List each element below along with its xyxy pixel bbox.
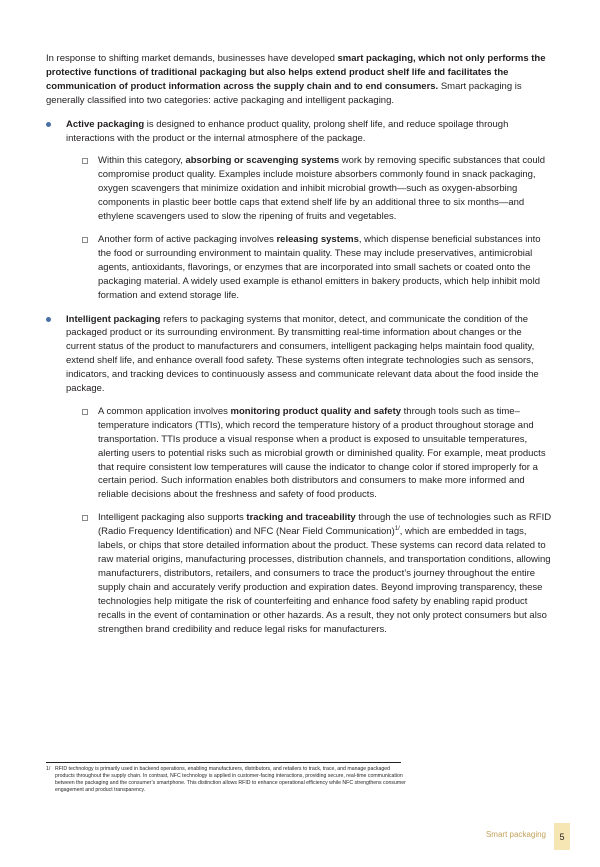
intelligent-packaging-term: Intelligent packaging (66, 313, 161, 325)
square-bullet-icon (82, 409, 88, 415)
sub-text: Within this category, (98, 155, 186, 167)
square-bullet-icon (82, 237, 88, 243)
intro-text-1: In response to shifting market demands, businesses have developed (46, 53, 338, 64)
sub-text: through the use of technologies such as RFID (Radio Frequency Identification) and NFC (Near Field Communication) (98, 512, 552, 538)
tracking-text (98, 511, 553, 636)
sub-bold: absorbing or scavenging systems (185, 155, 340, 167)
monitoring-text (98, 405, 553, 502)
absorbing-systems-item (82, 154, 553, 224)
active-packaging-desc: is designed to enhance product quality, prolong shelf life, and reduce spoilage through interactions with the product or the internal atmosphere of the package. (66, 118, 509, 144)
footnote-divider (46, 762, 401, 763)
square-bullet-icon (82, 158, 88, 164)
intro-bold: smart packaging, which not only performs the protective functions of traditional packaging but also helps extend product shelf life and facilitates the communication of product information across the supply chain and to end consumers. (46, 53, 546, 92)
active-packaging-text (66, 118, 553, 146)
bullet-dot-icon (46, 122, 51, 127)
sub-text: Another form of active packaging involves (98, 233, 277, 245)
bullet-dot-icon (46, 317, 51, 322)
releasing-systems-item (82, 233, 553, 303)
intelligent-packaging-desc: refers to packaging systems that monitor, detect, and communicate the condition of the packaged product or its surrounding environment. By transmitting real-time information about changes or the current status of the product to manufacturers and consumers, intelligent packaging helps maintain food quality, extend shelf life, and enhance overall food safety. These systems often integrate technologies such as sensors, indicators, and tracking devices to continuously assess and communicate relevant data about the food inside the package. (66, 313, 539, 395)
sub-text: , which dispense beneficial substances into the food or surrounding environment to maintain quality. These may include preservatives, antimicrobial agents, antioxidants, flavorings, or enzymes that are incorporated into small sachets or coated onto the packaging material. A widely used example is ethanol emitters in bakery products, which help inhibit mold formation and extend storage life. (98, 233, 541, 301)
intro-paragraph (46, 52, 553, 108)
active-packaging-term: Active packaging (66, 118, 145, 130)
sub-text: through tools such as time–temperature indicators (TTIs), which record the temperature history of a product throughout storage and transportation. TTIs produce a visual response when a product is exposed to unsuitable temperatures, alerting users to potential risks such as microbial growth or diminished quality. For example, meat products that require consistent low temperatures will cause the indicator to change color if stored improperly for a certain period. Such information enables both distributors and consumers to make more informed and reliable decisions about the freshness and safety of food products. (98, 405, 546, 501)
sub-bold: tracking and traceability (246, 512, 356, 524)
active-packaging-bullet (46, 118, 553, 303)
monitoring-item (82, 405, 553, 502)
sub-bold: releasing systems (276, 233, 359, 245)
intro-text-2: Smart packaging is generally classified into two categories: active packaging and intelligent packaging. (46, 80, 522, 106)
sub-bold: monitoring product quality and safety (230, 405, 402, 417)
footnote-ref[interactable]: 1/ (394, 526, 400, 533)
page-body (46, 52, 553, 646)
square-bullet-icon (82, 515, 88, 521)
intelligent-packaging-text (66, 313, 553, 396)
footnote (46, 766, 406, 794)
sub-text: Intelligent packaging also supports (98, 512, 247, 524)
intelligent-packaging-bullet (46, 313, 553, 637)
footnote-text: RFID technology is primarily used in backend operations, enabling manufacturers, distributors, and retailers to track, trace, and manage packaged products throughout the supply chain. In contrast, NFC technology is applied in customer-facing interactions, providing secure, real-time communication between the packaging and the consumer’s smartphone. This distinction allows RFID to enhance operational efficiency while NFC strengthens consumer engagement and product transparency. (55, 766, 406, 793)
sub-text: A common application involves (98, 405, 231, 417)
releasing-systems-text (98, 233, 553, 303)
footer-section-title: Smart packaging (485, 830, 546, 839)
sub-text: , which are embedded in tags, labels, or chips that store detailed information about the product. These systems can record data related to raw material origins, manufacturing processes, distribution channels, and transportation conditions, allowing manufacturers, distributors, retailers, and consumers to trace the product’s journey throughout the entire supply chain and accurately verify production and expiration dates. Beyond improving transparency, these technologies help mitigate the risk of counterfeiting and enhance food safety by enabling rapid product recalls in the event of contamination or other hazards. As a result, they not only protect consumers but also strengthen brand credibility and reduce legal risks for manufacturers. (98, 526, 551, 635)
tracking-item (82, 511, 553, 636)
footnote-number: 1/ (46, 766, 51, 772)
absorbing-systems-text (98, 154, 553, 224)
page-number: 5 (554, 823, 570, 850)
sub-text: work by removing specific substances that could compromise product quality. Examples include moisture absorbers commonly found in snack packaging, oxygen scavengers that minimize oxidation and inhibit microbial growth—such as oxygen-absorbing components in plastic beer bottle caps that extend shelf life by an additional three to six months—and ethylene scavengers used to slow the ripening of fruits and vegetables. (98, 155, 546, 223)
